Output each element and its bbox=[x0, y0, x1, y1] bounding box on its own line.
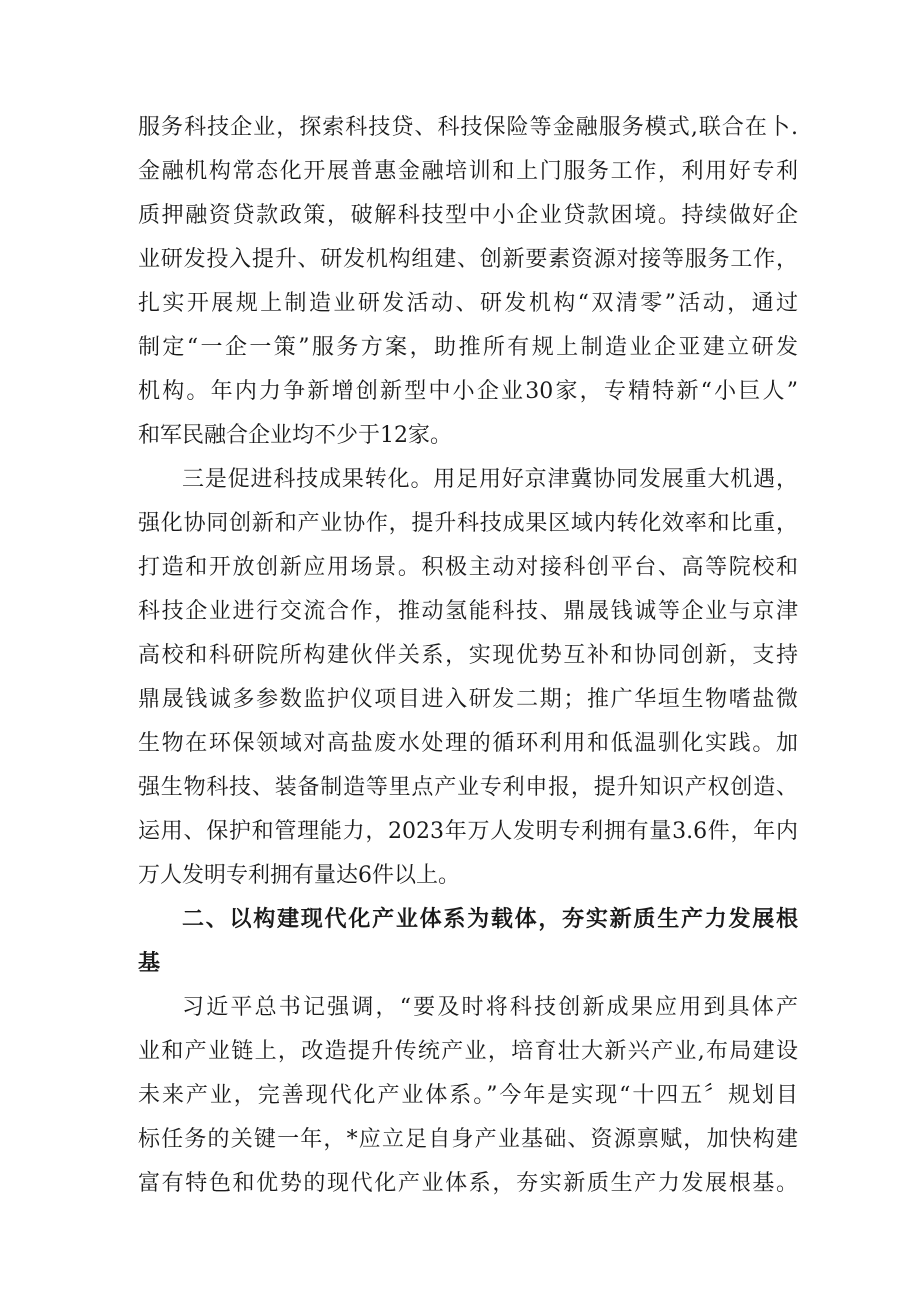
text-line: 万人发明专利拥有量达6件以上。 bbox=[138, 863, 460, 888]
text-line: 标任务的关键一年，*应立足自身产业基础、资源禀赋，加快构建 bbox=[138, 1127, 798, 1152]
text-line: 打造和开放创新应用场景。积极主动对接科创平台、高等院校和 bbox=[138, 555, 798, 580]
heading-line: 二、以构建现代化产业体系为载体，夯实新质生产力发展根 bbox=[182, 907, 798, 932]
document-body bbox=[138, 106, 798, 1206]
text-line: 生物在环保领域对高盐废水处理的循环利用和低温驯化实践。加 bbox=[138, 731, 798, 756]
paragraph-3 bbox=[138, 986, 798, 1206]
text-line: 富有特色和优势的现代化产业体系，夯实新质生产力发展根基。 bbox=[138, 1171, 798, 1196]
text-line: 高校和科研院所构建伙伴关系，实现优势互补和协同创新，支持 bbox=[138, 643, 798, 668]
text-line: 业研发投入提升、研发机构组建、创新要素资源对接等服务工作， bbox=[138, 247, 798, 272]
text-line: 未来产业，完善现代化产业体系。”今年是实现“十四五〞规划目 bbox=[138, 1083, 798, 1108]
text-line: 鼎晟钱诚多参数监护仪项目进入研发二期；推广华垣生物嗜盐微 bbox=[138, 687, 798, 712]
text-line: 科技企业进行交流合作，推动氢能科技、鼎晟钱诚等企业与京津 bbox=[138, 599, 798, 624]
text-line: 强生物科技、装备制造等里点产业专利申报，提升知识产权创造、 bbox=[138, 775, 798, 800]
text-line: 习近平总书记强调，“要及时将科技创新成果应用到具体产 bbox=[182, 995, 798, 1020]
text-line: 和军民融合企业均不少于12家。 bbox=[138, 423, 452, 448]
text-line: 强化协同创新和产业协作，提升科技成果区域内转化效率和比重， bbox=[138, 511, 798, 536]
text-line: 三是促进科技成果转化。用足用好京津冀协同发展重大机遇， bbox=[182, 467, 798, 492]
text-line: 金融机构常态化开展普惠金融培训和上门服务工作，利用好专利 bbox=[138, 159, 798, 184]
text-line: 质押融资贷款政策，破解科技型中小企业贷款困境。持续做好企 bbox=[138, 203, 798, 228]
paragraph-2 bbox=[138, 458, 798, 898]
paragraph-1 bbox=[138, 106, 798, 458]
text-line: 业和产业链上，改造提升传统产业，培育壮大新兴产业,布局建设 bbox=[138, 1039, 798, 1064]
section-heading bbox=[138, 898, 798, 986]
text-line: 制定“一企一策”服务方案，助推所有规上制造业企亚建立研发 bbox=[138, 335, 798, 360]
text-line: 运用、保护和管理能力，2023年万人发明专利拥有量3.6件，年内 bbox=[138, 819, 798, 844]
text-line: 扎实开展规上制造业研发活动、研发机构“双清零”活动，通过 bbox=[138, 291, 798, 316]
text-line: 服务科技企业，探索科技贷、科技保险等金融服务模式,联合在卜. bbox=[138, 115, 798, 140]
heading-line: 基 bbox=[138, 951, 161, 976]
text-line: 机构。年内力争新增创新型中小企业30家，专精特新“小巨人” bbox=[138, 379, 798, 404]
